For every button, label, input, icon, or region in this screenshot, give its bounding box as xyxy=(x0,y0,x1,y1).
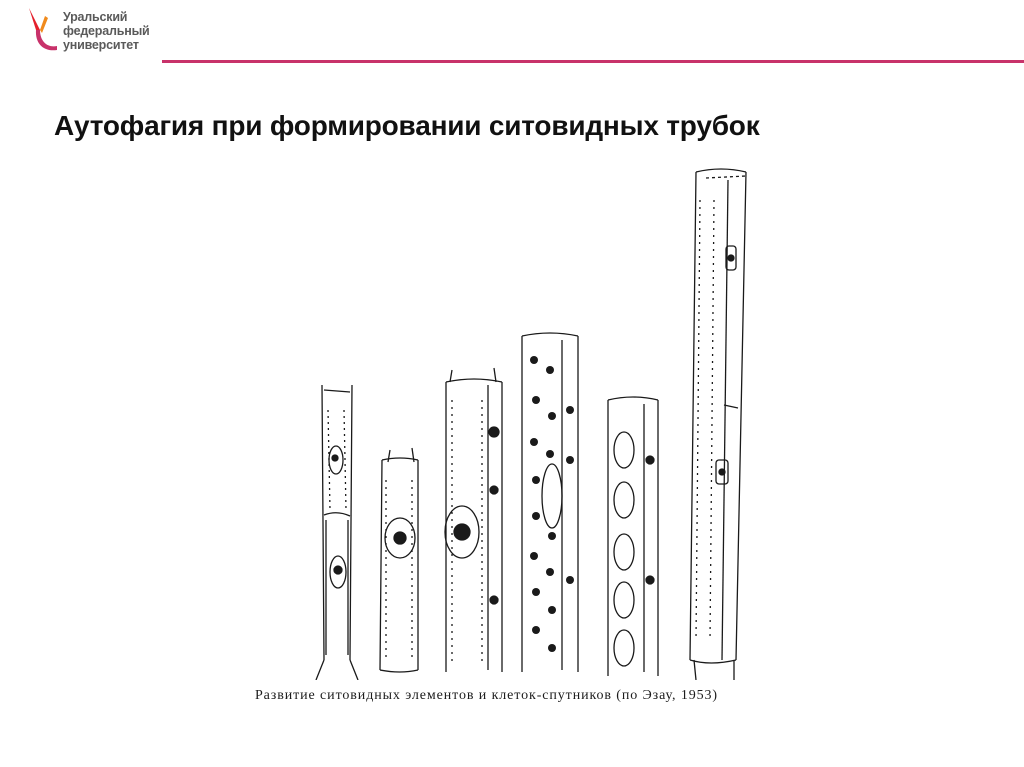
cell-4 xyxy=(522,333,578,672)
sieve-tube-figure xyxy=(240,160,800,720)
logo-line-2: федеральный xyxy=(63,24,150,38)
cell-5 xyxy=(608,397,658,676)
sieve-tube-development-drawing xyxy=(240,160,800,680)
logo-line-3: университет xyxy=(63,38,139,52)
cell-3 xyxy=(445,368,502,672)
cell-6 xyxy=(690,169,746,680)
logo-line-1: Уральский xyxy=(63,10,128,24)
slide-title: Аутофагия при формировании ситовидных трубок xyxy=(54,110,760,141)
urfu-logo-icon xyxy=(26,6,60,52)
logo-text xyxy=(63,10,150,52)
header-divider xyxy=(162,60,1024,63)
cell-2 xyxy=(380,448,418,672)
figure-caption: Развитие ситовидных элементов и клеток-спутников (по Эзау, 1953) xyxy=(255,688,718,703)
cell-1 xyxy=(316,385,358,680)
university-logo xyxy=(26,6,150,52)
